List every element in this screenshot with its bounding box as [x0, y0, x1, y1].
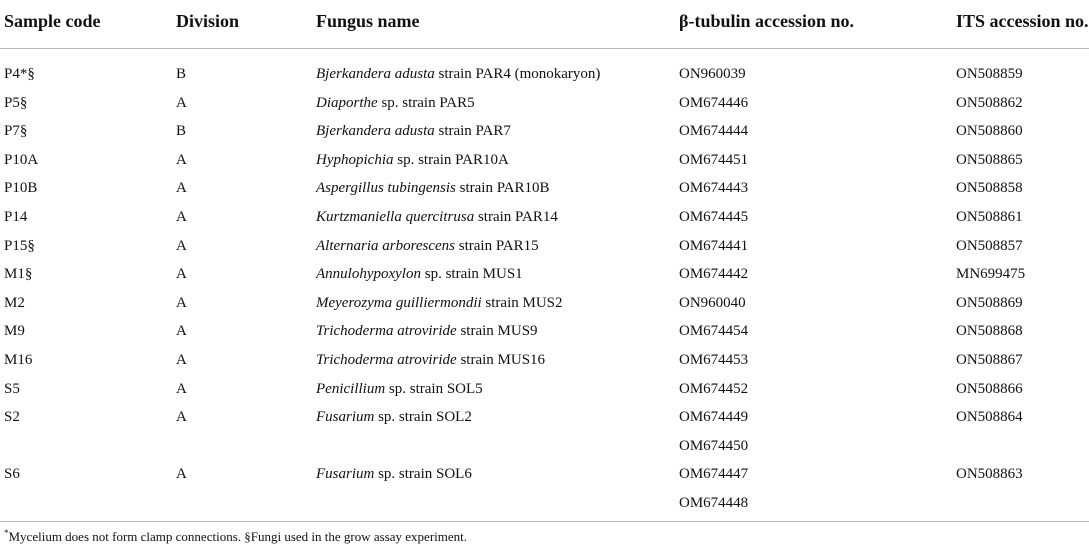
- fungus-strain-text: sp. strain MUS1: [420, 266, 523, 283]
- table-row: [0, 461, 1089, 489]
- division-cell: A: [176, 380, 187, 397]
- table-row: [0, 61, 1089, 89]
- its-cell: ON508866: [956, 380, 1023, 397]
- fungus-strain-text: sp. strain SOL2: [374, 409, 472, 426]
- sample-code-cell: S6: [4, 466, 20, 483]
- table-row: [0, 175, 1089, 203]
- beta-tubulin-cell: OM674452: [679, 380, 749, 397]
- division-cell: A: [176, 151, 187, 168]
- footnote-text: Mycelium does not form clamp connections. §Fungi used in the grow assay experiment.: [8, 529, 468, 544]
- beta-tubulin-cell: ON960039: [679, 66, 746, 82]
- division-cell: A: [176, 323, 187, 340]
- header-beta-tubulin: β-tubulin accession no.: [679, 11, 855, 31]
- its-cell: ON508868: [956, 323, 1023, 340]
- beta-tubulin-cell: OM674443: [679, 180, 749, 197]
- its-cell: ON508857: [956, 237, 1023, 254]
- sample-code-cell: P15§: [4, 237, 35, 254]
- sample-code-cell: P10A: [4, 151, 39, 168]
- header-sample-code: Sample code: [4, 11, 101, 31]
- beta-tubulin-cell: OM674450: [679, 437, 749, 454]
- fungus-taxon-name: Trichoderma atroviride: [316, 352, 457, 368]
- fungus-taxon-name: Penicillium: [316, 380, 386, 397]
- sample-code-cell: M1§: [4, 266, 33, 283]
- division-cell: A: [176, 180, 187, 197]
- footnote-marker: *: [4, 528, 9, 538]
- beta-tubulin-cell: OM674447: [679, 466, 749, 483]
- fungus-name-cell: [316, 180, 550, 197]
- fungus-taxon-name: Trichoderma atroviride: [316, 323, 457, 340]
- beta-tubulin-cell: ON960040: [679, 294, 746, 311]
- table-row: [0, 404, 1089, 432]
- bottom-rule: [0, 521, 1089, 522]
- table-row: [0, 204, 1089, 232]
- fungus-name-cell: [316, 409, 472, 426]
- table-row: [0, 290, 1089, 318]
- fungus-strain-text: strain PAR4 (monokaryon): [434, 66, 601, 82]
- fungus-strain-text: sp. strain PAR10A: [393, 151, 509, 168]
- fungus-strain-text: strain PAR14: [474, 209, 558, 225]
- its-cell: ON508865: [956, 151, 1023, 168]
- fungus-name-cell: [316, 209, 558, 226]
- its-cell: ON508869: [956, 294, 1023, 311]
- division-cell: A: [176, 466, 187, 483]
- fungus-name-cell: [316, 152, 509, 169]
- table-row: [0, 376, 1089, 404]
- fungus-name-cell: [316, 238, 539, 255]
- division-cell: A: [176, 237, 187, 254]
- fungus-name-cell: [316, 66, 600, 83]
- fungus-strain-text: sp. strain SOL5: [385, 380, 483, 397]
- table-header-row: [0, 0, 1089, 49]
- sample-code-cell: P14: [4, 209, 28, 225]
- division-cell: A: [176, 94, 187, 111]
- fungus-taxon-name: Diaporthe: [316, 94, 378, 111]
- fungus-name-cell: [316, 266, 523, 283]
- table-row: [0, 147, 1089, 175]
- fungus-strain-text: strain MUS2: [481, 294, 563, 311]
- its-cell: ON508861: [956, 209, 1023, 225]
- fungus-name-cell: [316, 381, 483, 398]
- table-row: [0, 490, 1089, 518]
- division-cell: B: [176, 123, 187, 140]
- fungus-strain-text: strain PAR7: [434, 123, 511, 140]
- division-cell: A: [176, 266, 187, 283]
- sample-code-cell: P4*§: [4, 66, 35, 82]
- table-row: [0, 90, 1089, 118]
- sample-code-cell: P7§: [4, 123, 28, 140]
- fungus-taxon-name: Bjerkandera adusta: [316, 123, 435, 140]
- beta-tubulin-cell: OM674451: [679, 151, 749, 168]
- table-row: [0, 261, 1089, 289]
- fungus-strain-text: strain PAR10B: [455, 180, 550, 197]
- table-row: [0, 233, 1089, 261]
- header-fungus-name: Fungus name: [316, 11, 420, 31]
- its-cell: ON508867: [956, 352, 1023, 368]
- its-cell: ON508863: [956, 466, 1023, 483]
- fungus-strain-text: strain MUS9: [456, 323, 538, 340]
- fungus-strain-text: sp. strain SOL6: [374, 466, 472, 483]
- sample-code-cell: M2: [4, 294, 25, 311]
- fungus-taxon-name: Kurtzmaniella quercitrusa: [316, 209, 475, 225]
- fungus-name-cell: [316, 295, 563, 312]
- its-cell: ON508860: [956, 123, 1023, 140]
- its-cell: ON508858: [956, 180, 1023, 197]
- table-row: [0, 347, 1089, 375]
- division-cell: A: [176, 352, 187, 368]
- fungus-taxon-name: Annulohypoxylon: [316, 266, 421, 283]
- beta-tubulin-cell: OM674442: [679, 266, 749, 283]
- beta-tubulin-cell: OM674446: [679, 94, 749, 111]
- division-cell: B: [176, 66, 187, 82]
- division-cell: A: [176, 294, 187, 311]
- fungus-name-cell: [316, 123, 511, 140]
- beta-tubulin-cell: OM674453: [679, 352, 749, 368]
- beta-tubulin-cell: OM674441: [679, 237, 749, 254]
- table-footnote: [4, 528, 467, 545]
- header-division: Division: [176, 11, 240, 31]
- fungus-name-cell: [316, 352, 545, 369]
- fungus-taxon-name: Hyphopichia: [316, 151, 394, 168]
- its-cell: MN699475: [956, 266, 1026, 283]
- fungus-strain-text: sp. strain PAR5: [377, 94, 475, 111]
- fungus-name-cell: [316, 95, 475, 112]
- beta-tubulin-cell: OM674449: [679, 409, 749, 426]
- sample-code-cell: P10B: [4, 180, 38, 197]
- fungus-strain-text: strain MUS16: [456, 352, 546, 368]
- fungus-taxon-name: Aspergillus tubingensis: [316, 180, 456, 197]
- division-cell: A: [176, 409, 187, 426]
- fungus-taxon-name: Fusarium: [316, 409, 375, 426]
- its-cell: ON508859: [956, 66, 1023, 82]
- beta-tubulin-cell: OM674454: [679, 323, 749, 340]
- beta-tubulin-cell: OM674448: [679, 495, 749, 511]
- division-cell: A: [176, 209, 187, 225]
- fungus-taxon-name: Fusarium: [316, 466, 375, 483]
- fungus-taxon-name: Meyerozyma guilliermondii: [316, 294, 482, 311]
- fungus-taxon-name: Bjerkandera adusta: [316, 66, 435, 82]
- fungus-taxon-name: Alternaria arborescens: [316, 237, 456, 254]
- fungus-strain-text: strain PAR15: [455, 237, 539, 254]
- sample-code-cell: S2: [4, 409, 20, 426]
- header-its: ITS accession no.: [956, 11, 1089, 31]
- beta-tubulin-cell: OM674444: [679, 123, 749, 140]
- table-row: [0, 318, 1089, 346]
- sample-code-cell: S5: [4, 380, 20, 397]
- table-row: [0, 433, 1089, 461]
- fungus-name-cell: [316, 323, 538, 340]
- beta-tubulin-cell: OM674445: [679, 209, 749, 225]
- its-cell: ON508862: [956, 94, 1023, 111]
- sample-code-cell: P5§: [4, 94, 28, 111]
- fungus-name-cell: [316, 466, 472, 483]
- sample-code-cell: M16: [4, 352, 33, 368]
- sample-code-cell: M9: [4, 323, 25, 340]
- its-cell: ON508864: [956, 409, 1023, 426]
- table-row: [0, 118, 1089, 146]
